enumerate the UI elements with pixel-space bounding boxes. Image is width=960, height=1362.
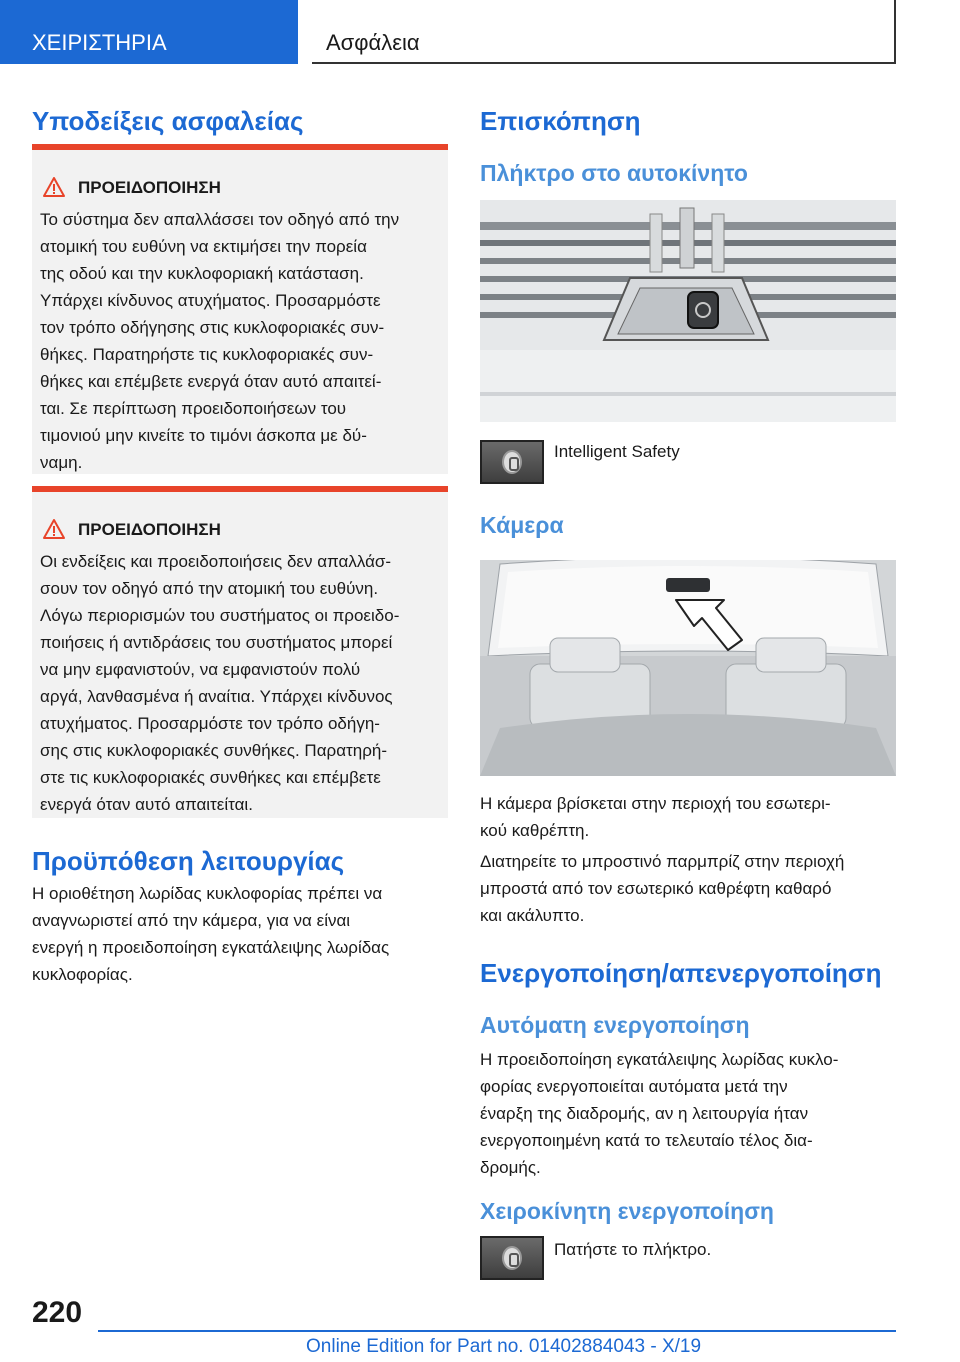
manual-activation-subtitle: Χειροκίνητη ενεργοποίηση <box>480 1198 774 1224</box>
automatic-activation-text: Η προειδοποίηση εγκατάλειψης λωρίδας κυκλο- φορίας ενεργοποιείται αυτόματα μετά την έναρξη της διαδρομής, αν η λειτουργία ήταν ενεργοποιημένη κατά το τελευταίο τέλος δια- δρομής. <box>480 1050 839 1177</box>
manual-activation-text: Πατήστε το πλήκτρο. <box>554 1240 712 1259</box>
automatic-activation-subtitle: Αυτόματη ενεργοποίηση <box>480 1012 750 1038</box>
intelligent-safety-button-icon <box>480 1236 544 1280</box>
warning-triangle-icon <box>42 518 66 540</box>
camera-subtitle: Κάμερα <box>480 512 564 538</box>
footer-divider <box>98 1330 896 1332</box>
camera-keep-clean-text: Διατηρείτε το μπροστινό παρμπρίζ στην περιοχή μπροστά από τον εσωτερικό καθρέφτη καθαρό και ακάλυπτο. <box>480 852 845 925</box>
warning-box-2 <box>32 486 448 818</box>
button-in-car-subtitle: Πλήκτρο στο αυτοκίνητο <box>480 160 748 186</box>
warning-label: ΠΡΟΕΙΔΟΠΟΙΗΣΗ <box>78 520 221 539</box>
camera-photo <box>480 560 896 776</box>
prerequisite-title: Προϋπόθεση λειτουργίας <box>32 846 345 876</box>
overview-title: Επισκόπηση <box>480 106 641 136</box>
safety-notes-title: Υποδείξεις ασφαλείας <box>32 106 304 136</box>
section-header: Ασφάλεια <box>312 0 896 64</box>
prerequisite-text: Η οριοθέτηση λωρίδας κυκλοφορίας πρέπει να αναγνωριστεί από την κάμερα, για να είναι ενεργή η προειδοποίηση εγκατάλειψης λωρίδας κυκλοφορίας. <box>32 884 390 984</box>
activation-title: Ενεργοποίηση/απενεργοποίηση <box>480 958 882 988</box>
button-photo <box>480 200 896 422</box>
warning-box-1 <box>32 144 448 474</box>
dashboard-button-image <box>480 200 896 422</box>
page-number: 220 <box>32 1296 83 1329</box>
intelligent-safety-button-icon <box>480 440 544 484</box>
warning-text: Οι ενδείξεις και προειδοποιήσεις δεν απαλλάσ- σουν τον οδηγό από την ατομική του ευθύνη. Λόγω περιορισμών του συστήματος οι προειδο- ποιήσεις ή αντιδράσεις του συστήματος μπορεί να μην εμφανιστούν, να εμφανιστούν πολύ αργά, λανθασμένα ή αναίτια. Υπάρχει κίνδυνος ατυχήματος. Προσαρμόστε τον τρόπο οδήγη- σης στις κυκλοφοριακές συνθήκες. Παρατηρή- στε τις κυκλοφοριακές συνθήκες και επέμβετε ενεργά όταν αυτό απαιτείται. <box>40 552 400 814</box>
warning-label: ΠΡΟΕΙΔΟΠΟΙΗΣΗ <box>78 178 221 197</box>
intelligent-safety-label: Intelligent Safety <box>554 442 680 461</box>
chapter-tab: ΧΕΙΡΙΣΤΗΡΙΑ <box>0 0 298 64</box>
edition-footer: Online Edition for Part no. 01402884043 - X/19 <box>306 1336 702 1357</box>
camera-location-text: Η κάμερα βρίσκεται στην περιοχή του εσωτερι- κού καθρέπτη. <box>480 794 831 840</box>
warning-text: Το σύστημα δεν απαλλάσσει τον οδηγό από την ατομική του ευθύνη να εκτιμήσει την πορεία της οδού και την κυκλοφοριακή κατάσταση. Υπάρχει κίνδυνος ατυχήματος. Προσαρμόστε τον τρόπο οδήγησης στις κυκλοφοριακές συν- θήκες. Παρατηρήστε τις κυκλοφοριακές συν- θήκες και επέμβετε ενεργά όταν αυτό απαιτεί- ται. Σε περίπτωση προειδοποιήσεων του τιμονιού μην κινείτε το τιμόνι άσκοπα με δύ- ναμη. <box>40 210 400 472</box>
warning-triangle-icon <box>42 176 66 198</box>
windshield-camera-image <box>480 560 896 776</box>
